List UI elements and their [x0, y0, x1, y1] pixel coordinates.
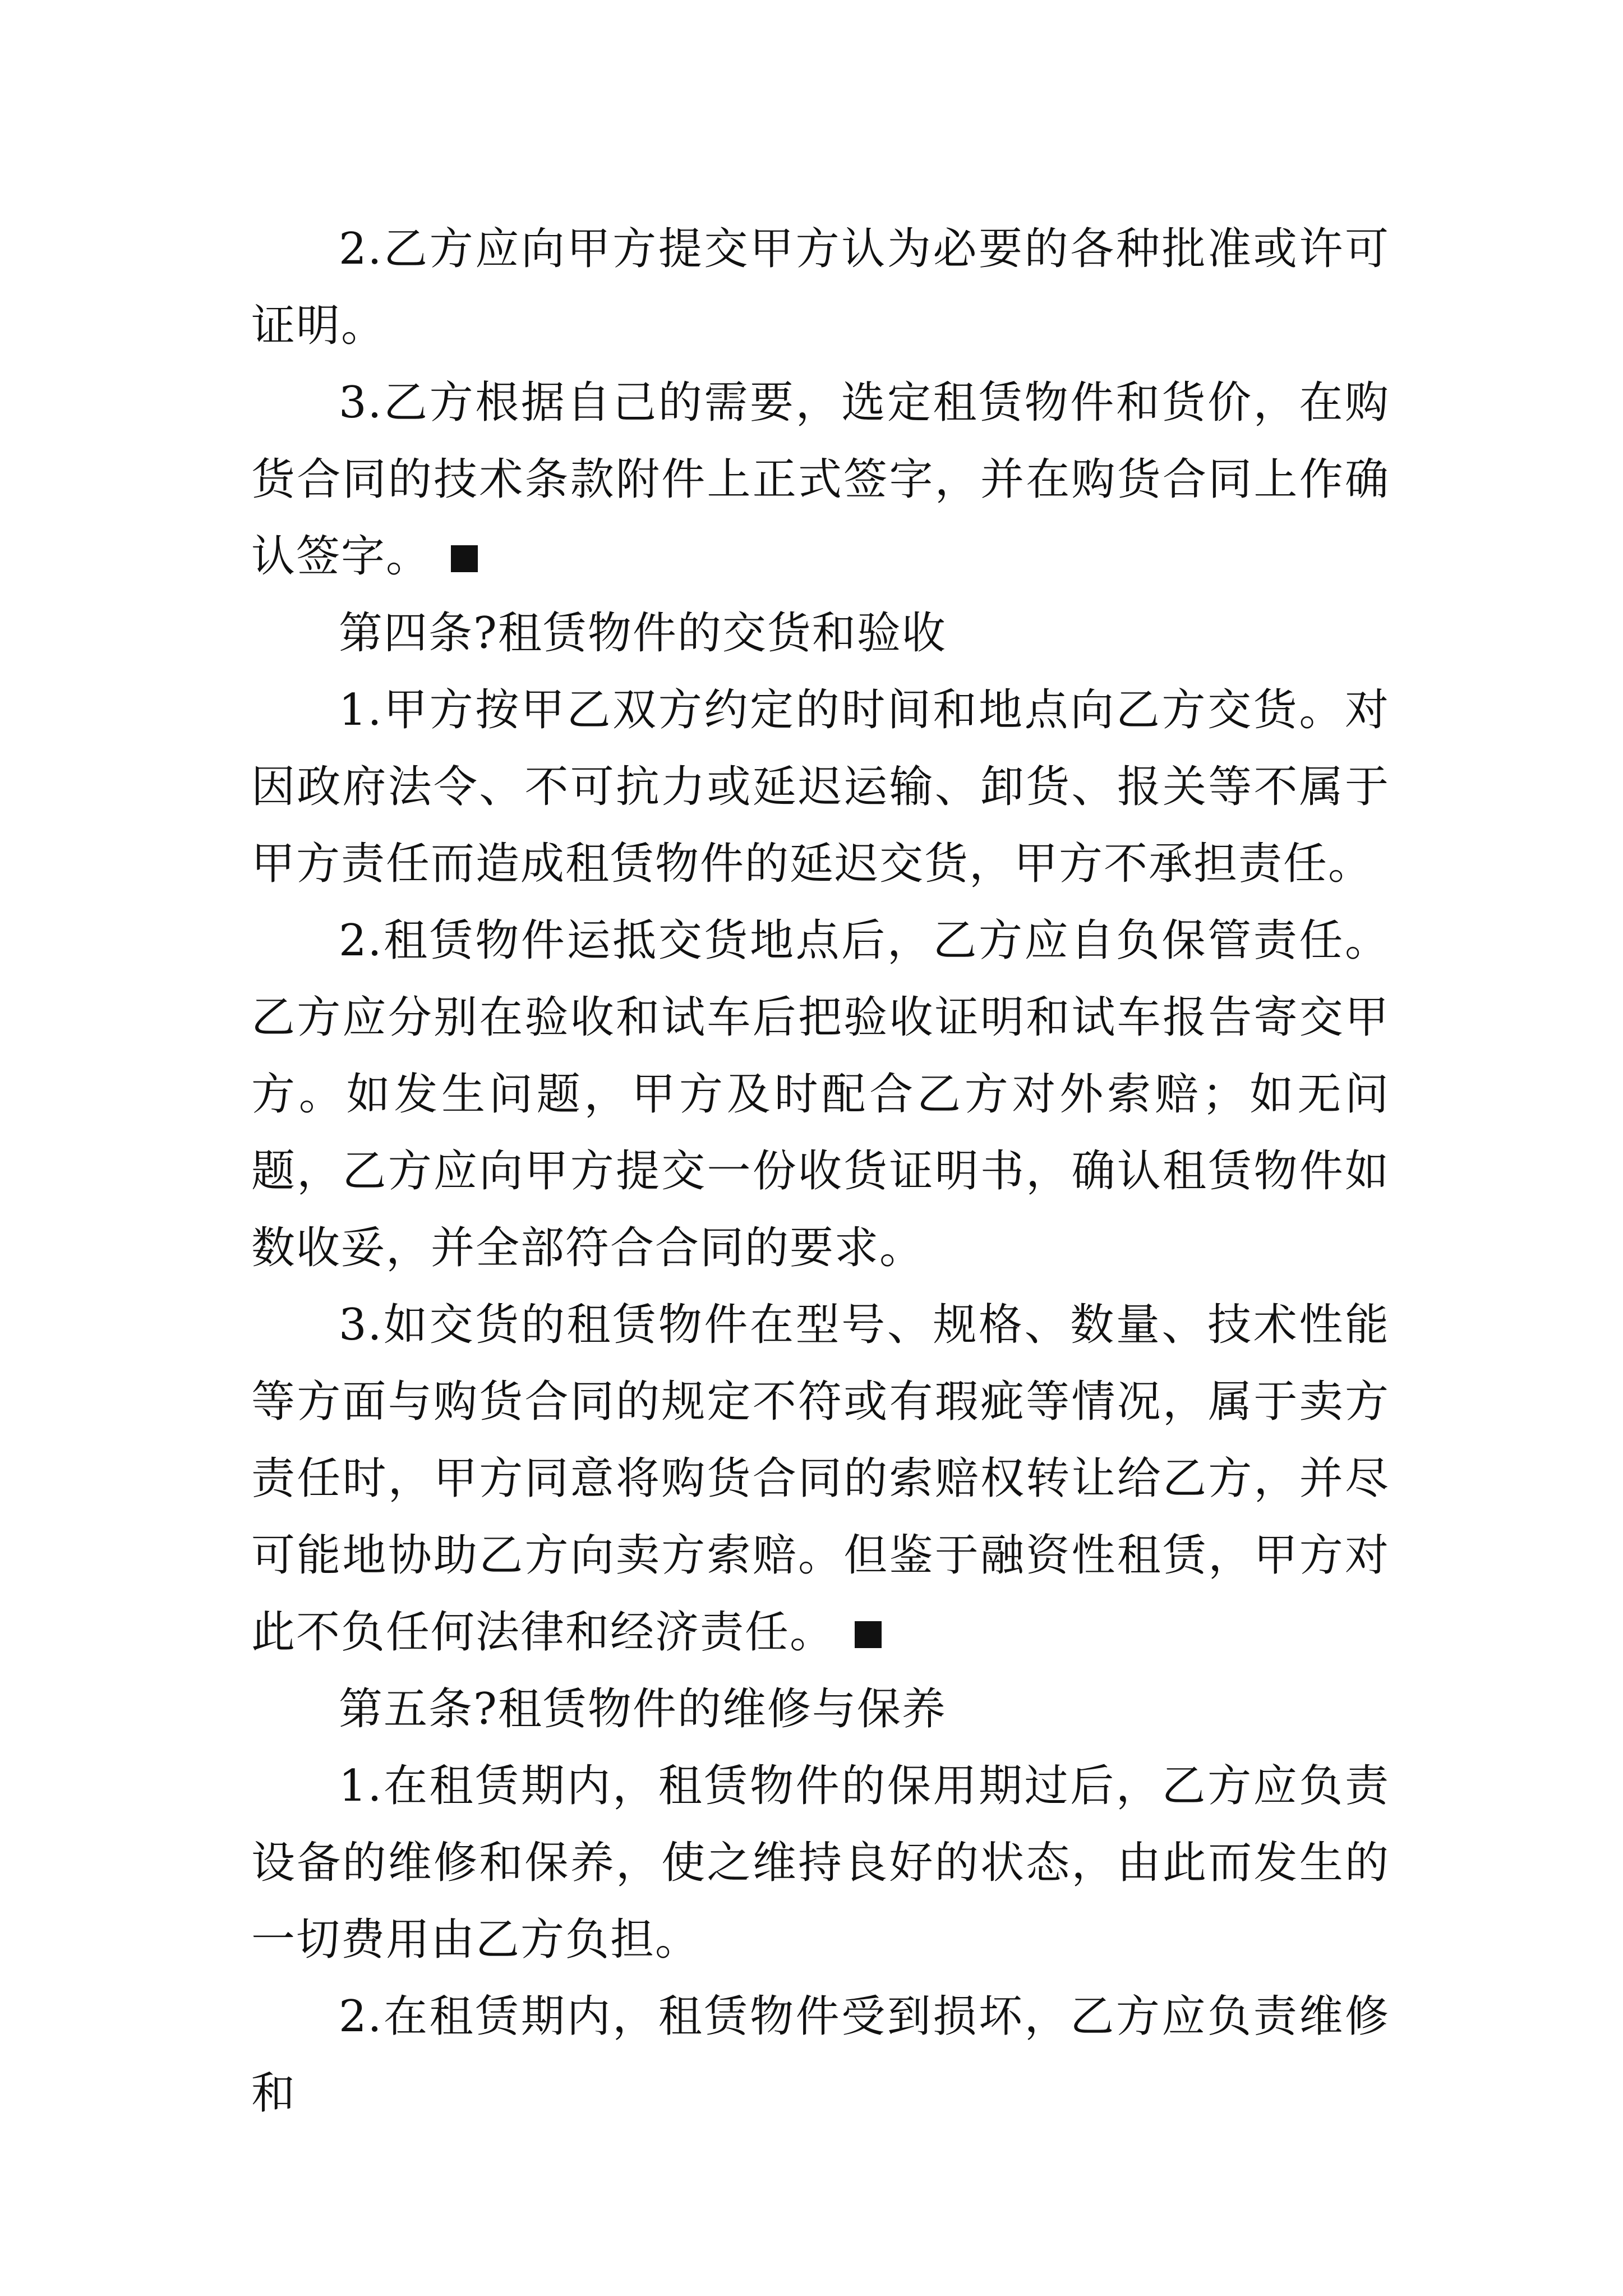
paragraph-clause-3-2: 2.乙方应向甲方提交甲方认为必要的各种批准或许可证明。	[251, 224, 1390, 351]
paragraph-clause-5-2: 2.在租赁期内，租赁物件受到损坏，乙方应负责维修和	[251, 1991, 1390, 2119]
paragraph-text: 3.如交货的租赁物件在型号、规格、数量、技术性能等方面与购货合同的规定不符或有瑕疵等情况，属于卖方责任时，甲方同意将购货合同的索赔权转让给乙方，并尽可能地协助乙方向卖方索赔。但鉴于融资性租赁，甲方对此不负任何法律和经济责任。	[251, 1300, 1390, 1658]
paragraph-clause-4-3	[251, 1287, 1390, 1671]
article-5-heading: 第五条?租赁物件的维修与保养	[339, 1684, 947, 1734]
black-square-mark	[451, 545, 478, 572]
document-body	[251, 211, 1390, 2132]
paragraph-clause-4-2: 2.租赁物件运抵交货地点后，乙方应自负保管责任。乙方应分别在验收和试车后把验收证明和试车报告寄交甲方。如发生问题，甲方及时配合乙方对外索赔；如无问题，乙方应向甲方提交一份收货证明书，确认租赁物件如数收妥，并全部符合合同的要求。	[251, 915, 1390, 1273]
paragraph-text: 3.乙方根据自己的需要，选定租赁物件和货价，在购货合同的技术条款附件上正式签字，并在购货合同上作确认签字。	[251, 378, 1390, 582]
paragraph-clause-3-3	[251, 365, 1390, 595]
black-square-mark	[855, 1621, 882, 1648]
paragraph-clause-5-1: 1.在租赁期内，租赁物件的保用期过后，乙方应负责设备的维修和保养，使之维持良好的状态，由此而发生的一切费用由乙方负担。	[251, 1761, 1390, 1965]
paragraph-clause-4-1: 1.甲方按甲乙双方约定的时间和地点向乙方交货。对因政府法令、不可抗力或延迟运输、卸货、报关等不属于甲方责任而造成租赁物件的延迟交货，甲方不承担责任。	[251, 685, 1390, 889]
article-4-heading: 第四条?租赁物件的交货和验收	[339, 608, 947, 659]
